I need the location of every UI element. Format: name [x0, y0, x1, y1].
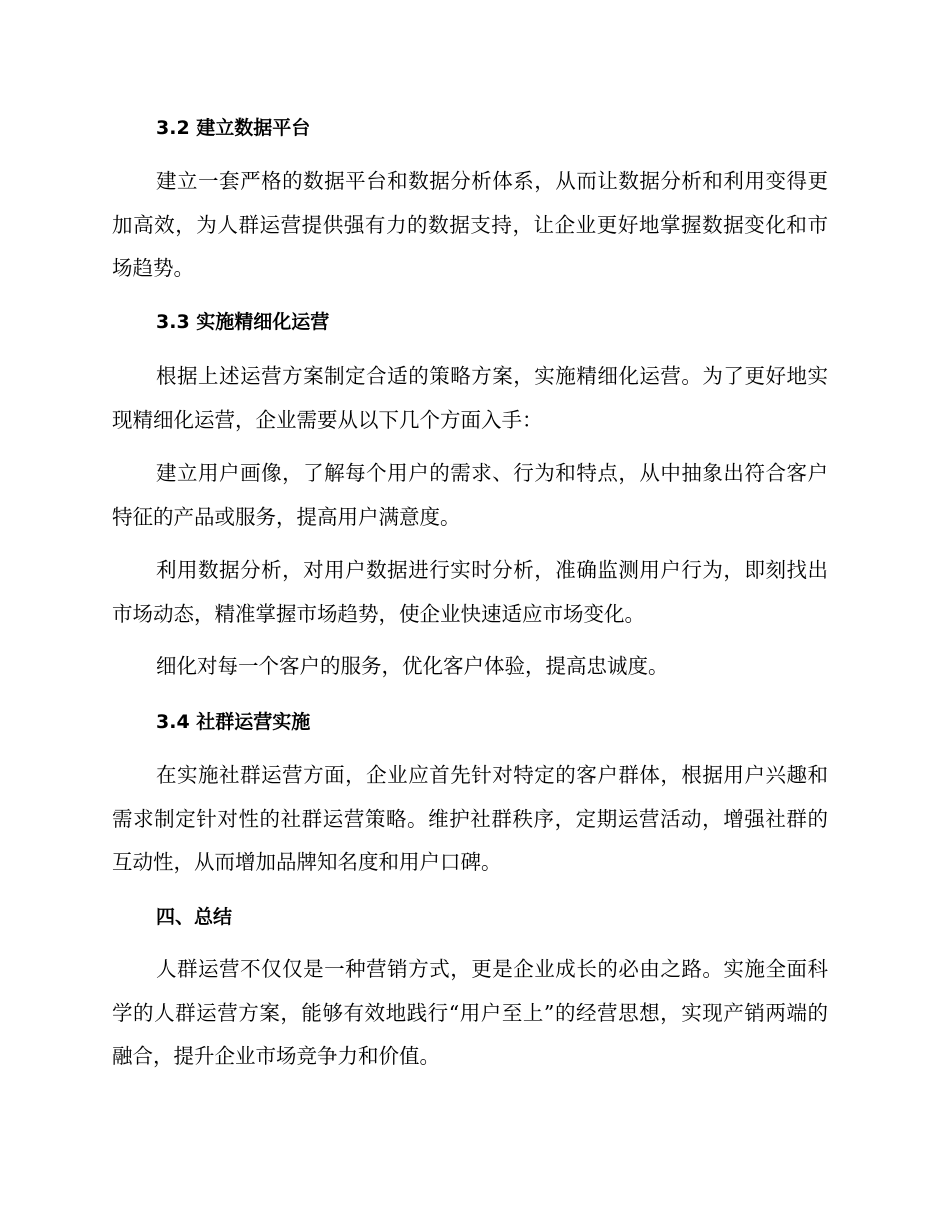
paragraph-3-3-1: 根据上述运营方案制定合适的策略方案，实施精细化运营。为了更好地实现精细化运营，企业需要从以下几个方面入手： [112, 364, 828, 432]
paragraph-3-2-1: 建立一套严格的数据平台和数据分析体系，从而让数据分析和利用变得更加高效，为人群运营提供强有力的数据支持，让企业更好地掌握数据变化和市场趋势。 [112, 169, 828, 280]
section-heading-3-4: 3.4 社群运营实施 [156, 711, 311, 733]
section-heading-3-3: 3.3 实施精细化运营 [156, 311, 330, 333]
paragraph-3-4-1: 在实施社群运营方面，企业应首先针对特定的客户群体，根据用户兴趣和需求制定针对性的社群运营策略。维护社群秩序，定期运营活动，增强社群的互动性，从而增加品牌知名度和用户口碑。 [112, 763, 828, 874]
paragraph-3-3-4: 细化对每一个客户的服务，优化客户体验，提高忠诚度。 [156, 654, 669, 678]
paragraph-4-1: 人群运营不仅仅是一种营销方式，更是企业成长的必由之路。实施全面科学的人群运营方案，能够有效地践行“用户至上”的经营思想，实现产销两端的融合，提升企业市场竞争力和价值。 [112, 957, 828, 1068]
section-heading-4: 四、总结 [156, 906, 233, 928]
paragraph-3-3-3: 利用数据分析，对用户数据进行实时分析，准确监测用户行为，即刻找出市场动态，精准掌握市场趋势，使企业快速适应市场变化。 [112, 558, 828, 626]
paragraph-3-3-2: 建立用户画像，了解每个用户的需求、行为和特点，从中抽象出符合客户特征的产品或服务，提高用户满意度。 [112, 461, 828, 529]
section-heading-3-2: 3.2 建立数据平台 [156, 117, 311, 139]
